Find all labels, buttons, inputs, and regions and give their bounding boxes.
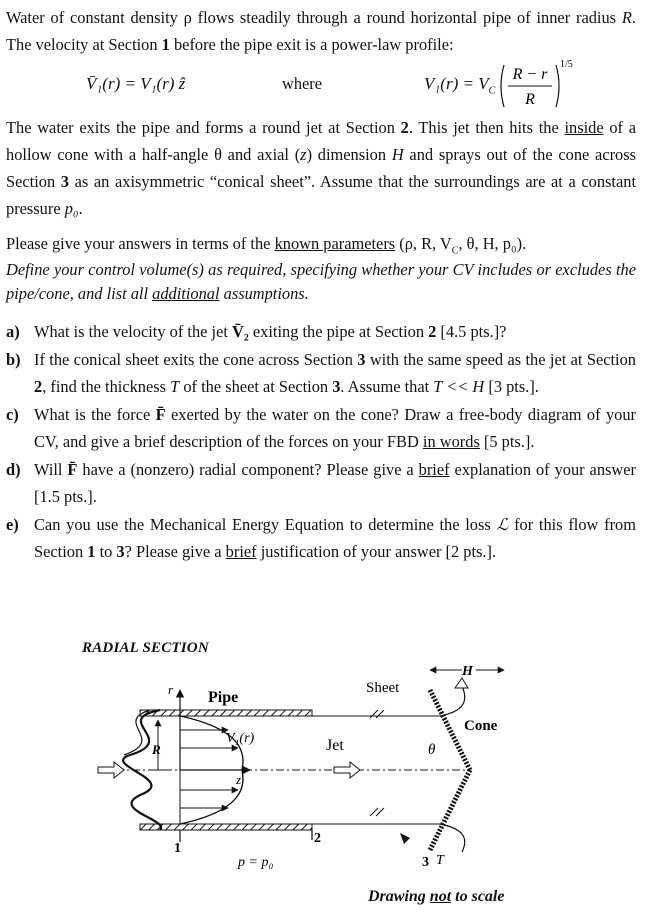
R-label: R xyxy=(152,742,161,757)
question-a: a) What is the velocity of the jet V̄₂ exiting the pipe at Section 2 [4.5 pts.]? xyxy=(6,322,507,341)
pipe-upper-wall xyxy=(140,710,312,716)
answer-instructions: Please give your answers in terms of the known parameters (ρ, R, $V_C$, θ, H, p₀). xyxy=(6,234,527,257)
fraction-numerator: R − r xyxy=(512,66,548,83)
jet-label: Jet xyxy=(326,737,344,754)
sheet-label: Sheet xyxy=(366,680,400,696)
problem-description: The water exits the pipe and forms a round jet at Section 2. This jet then hits the inside of a hollow cone with a half-angle θ and axial (z) dimension H and sprays out of the cone across Section 3 as an axisymmetric “conical sheet”. Assume that the surroundings are at a constant pressure p₀. xyxy=(6,118,636,218)
theta-label: θ xyxy=(428,742,436,758)
velocity-vector-equation: V̄₁(r) = V₁(r) ẑ xyxy=(86,74,186,93)
question-e: e) Can you use the Mechanical Energy Equation to determine the loss ℒ for this flow from Section 1 to 3? Please give a brief justification of your answer [2 pts.]. xyxy=(6,514,637,561)
question-d: d) Will F̄ have a (nonzero) radial component? Please give a brief explanation of your answer [1.5 pts.]. xyxy=(6,459,636,506)
figure-caption: Drawing not to scale xyxy=(368,888,505,905)
equation-row xyxy=(0,59,658,113)
section-1-label: 1 xyxy=(174,841,181,856)
intro-paragraph: Water of constant density ρ flows steadily through a round horizontal pipe of inner radius R. The velocity at Section 1 before the pipe exit is a power-law profile: xyxy=(6,8,636,54)
section-3-label: 3 xyxy=(422,855,429,870)
radial-section-figure xyxy=(0,630,658,923)
question-c: c) What is the force F̄ exerted by the water on the cone? Draw a free-body diagram of your CV, and give a brief description of the forces on your FBD in words [5 pts.]. xyxy=(6,404,636,451)
sheet-upper xyxy=(440,686,465,716)
cone-label: Cone xyxy=(464,718,498,734)
question-list xyxy=(6,318,636,566)
inflow-arrow xyxy=(98,762,124,778)
z-label: z xyxy=(236,772,242,787)
pipe-lower-wall xyxy=(140,824,312,830)
sheet-lower xyxy=(440,824,465,852)
r-label: r xyxy=(168,682,174,697)
section-2-label: 2 xyxy=(314,831,321,846)
H-label: H xyxy=(462,664,473,679)
T-label: T xyxy=(436,853,444,868)
cv-instructions: Define your control volume(s) as required, specifying whether your CV includes or excludes the pipe/cone, and list all additional assumptions. xyxy=(6,260,636,303)
power-law-fraction xyxy=(496,59,576,113)
pressure-label: p = p₀ xyxy=(238,855,274,870)
power-law-lhs: $V_1(r) = V_C$ xyxy=(424,74,496,97)
fraction-denominator: R xyxy=(525,91,535,108)
pipe-label: Pipe xyxy=(208,689,239,706)
v1r-label: V₁(r) xyxy=(226,731,255,746)
jet-arrow xyxy=(334,762,360,778)
fraction-exponent: 1/5 xyxy=(560,59,573,70)
figure-title: RADIAL SECTION xyxy=(82,640,209,656)
where-label: where xyxy=(282,74,323,93)
question-b: b) If the conical sheet exits the cone across Section 3 with the same speed as the jet at Section 2, find the thickness T of the sheet at Section 3. Assume that T << H [3 pts.]. xyxy=(6,349,636,396)
pipe-cone-diagram xyxy=(0,630,658,890)
